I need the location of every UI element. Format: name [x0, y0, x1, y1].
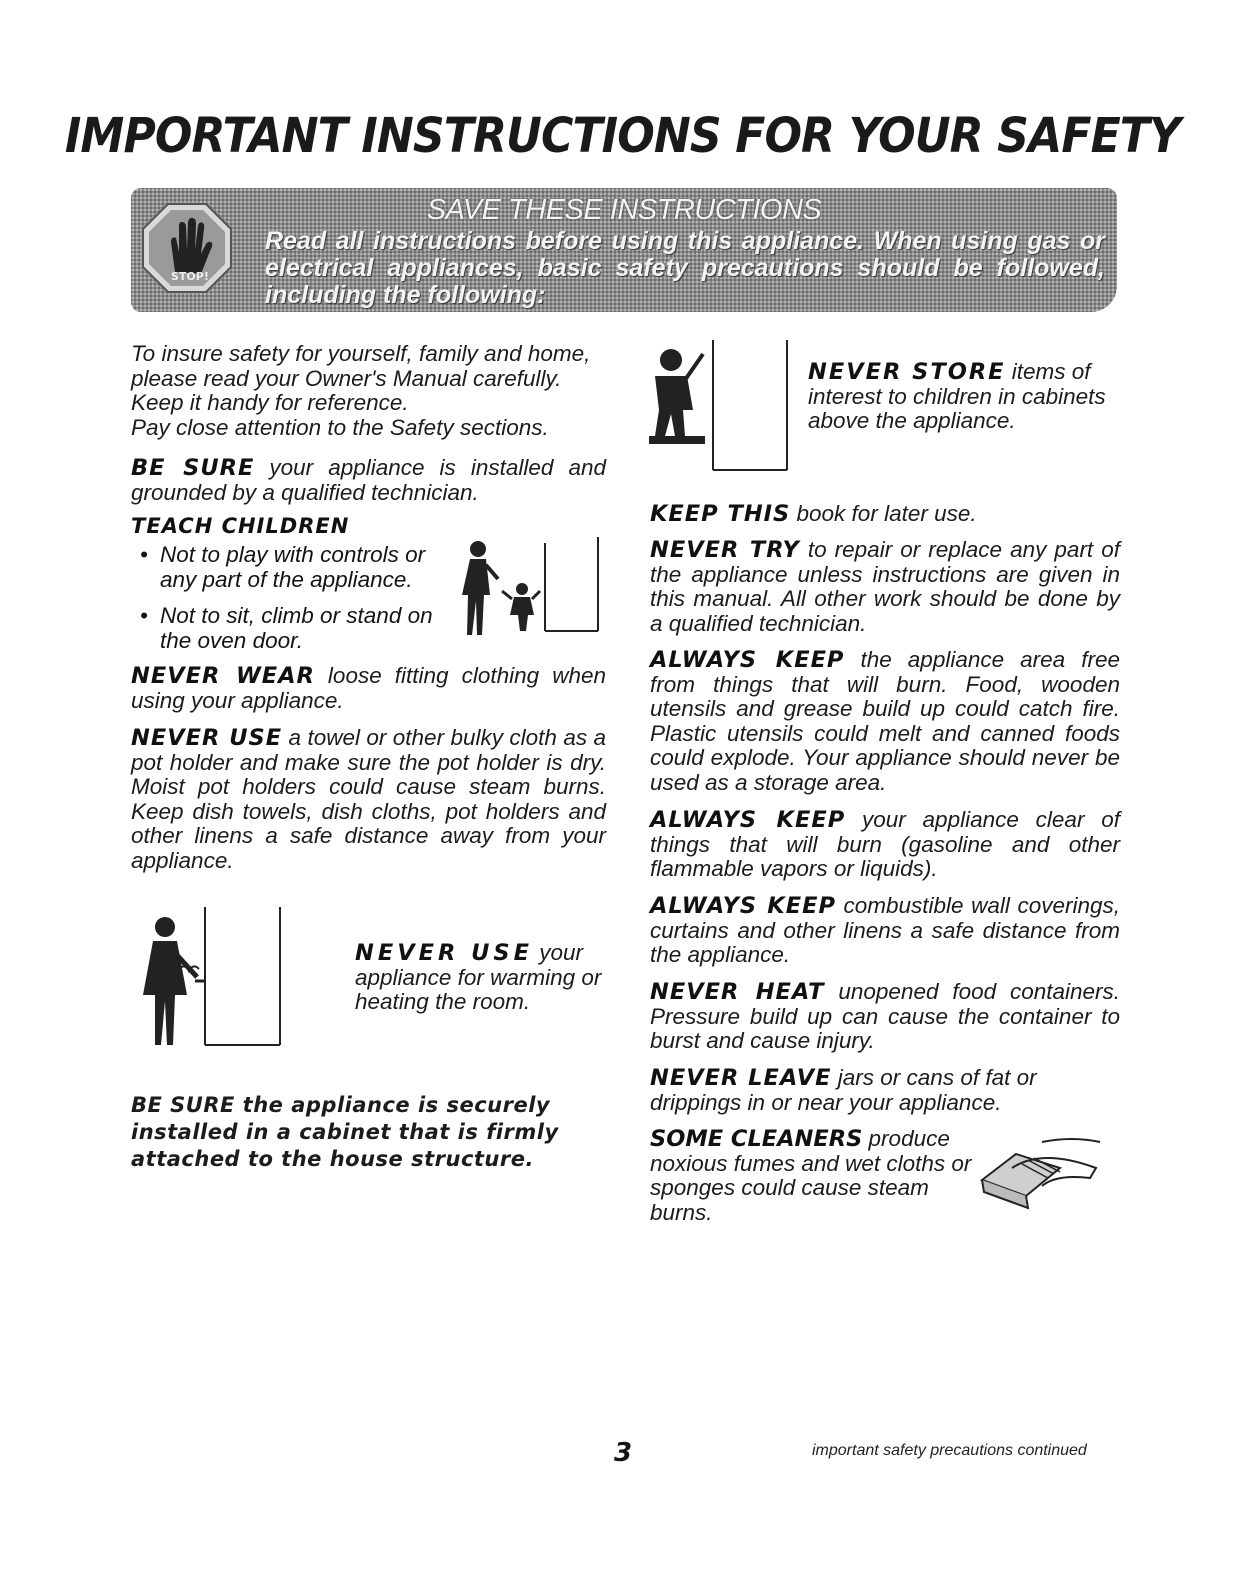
never-wear-paragraph: NEVER WEAR loose fitting clothing when using your appliance.	[131, 663, 606, 713]
child-climbing-oven-icon	[450, 535, 602, 640]
never-try-keyword: NEVER TRY	[650, 537, 800, 563]
teach-children-heading: TEACH CHILDREN	[131, 514, 350, 538]
never-store-keyword: NEVER STORE	[808, 359, 1006, 385]
stop-label: STOP!	[171, 270, 209, 283]
keep-this-keyword: KEEP THIS	[650, 501, 791, 527]
always-keep-combustible-paragraph: ALWAYS KEEP combustible wall coverings, curtains and other linens a safe distance from the appliance.	[650, 893, 1120, 968]
always-keep-keyword: ALWAYS KEEP	[650, 807, 846, 833]
keep-this-paragraph: KEEP THIS book for later use.	[650, 501, 977, 527]
bullet-dot-icon: •	[140, 542, 148, 567]
always-keep-keyword: ALWAYS KEEP	[650, 647, 845, 673]
some-cleaners-keyword: SOME CLEANERS	[650, 1126, 863, 1152]
bullet-item: • Not to play with controls or any part of the appliance.	[140, 542, 426, 592]
sponge-hand-icon	[972, 1134, 1108, 1214]
never-use-keyword: NEVER USE	[131, 725, 283, 751]
never-heat-paragraph: NEVER HEAT unopened food containers. Pressure build up can cause the container to burst and cause injury.	[650, 979, 1121, 1054]
never-use-keyword: NEVER USE	[355, 940, 533, 966]
always-keep-area-paragraph: ALWAYS KEEP the appliance area free from things that will burn. Food, wooden utensils and grease build up could catch fire. Plastic utensils could melt and canned foods could explode. Your appliance should never be used as a storage area.	[650, 647, 1121, 795]
bullet-dot-icon: •	[140, 603, 148, 628]
save-instructions-banner	[131, 188, 1117, 312]
bullet-item: • Not to sit, climb or stand on the oven door.	[140, 603, 433, 653]
always-keep-clear-paragraph: ALWAYS KEEP your appliance clear of things that will burn (gasoline and other flammable vapors or liquids).	[650, 807, 1120, 882]
some-cleaners-paragraph: SOME CLEANERS produce noxious fumes and wet cloths or sponges could cause steam burns.	[650, 1126, 972, 1225]
always-keep-keyword: ALWAYS KEEP	[650, 893, 836, 919]
page-title: IMPORTANT INSTRUCTIONS FOR YOUR SAFETY	[64, 108, 1181, 164]
never-leave-paragraph: NEVER LEAVE jars or cans of fat or drippings in or near your appliance.	[650, 1065, 1037, 1115]
be-sure-paragraph: BE SURE your appliance is installed and grounded by a qualified technician.	[131, 455, 606, 505]
cabinet-warning: BE SURE the appliance is securely installed in a cabinet that is firmly attached to the house structure.	[131, 1093, 559, 1171]
child-climbing-cabinet-icon	[645, 336, 795, 476]
never-wear-keyword: NEVER WEAR	[131, 663, 315, 689]
intro-paragraph: To insure safety for yourself, family and home, please read your Owner's Manual carefully. Keep it handy for reference. Pay close attention to the Safety sections.	[131, 341, 591, 440]
never-leave-keyword: NEVER LEAVE	[650, 1065, 832, 1091]
page-number: 3	[614, 1438, 633, 1468]
be-sure-keyword: BE SURE	[131, 455, 255, 481]
never-try-paragraph: NEVER TRY to repair or replace any part of the appliance unless instructions are given in this manual. All other work should be done by a qualified technician.	[650, 537, 1120, 636]
banner-text: Read all instructions before using this appliance. When using gas or electrical appliances, basic safety precautions should be followed, including the following:	[265, 227, 1105, 309]
never-use-room-paragraph: NEVER USE your appliance for warming or heating the room.	[355, 940, 602, 1015]
continued-note: important safety precautions continued	[812, 1442, 1087, 1459]
never-store-paragraph: NEVER STORE items of interest to children in cabinets above the appliance.	[808, 359, 1106, 434]
never-heat-keyword: NEVER HEAT	[650, 979, 825, 1005]
banner-heading: SAVE THESE INSTRUCTIONS	[426, 194, 822, 226]
woman-heating-room-icon	[135, 905, 285, 1055]
never-use-paragraph: NEVER USE a towel or other bulky cloth as a pot holder and make sure the pot holder is dry. Moist pot holders could cause steam burns. Keep dish towels, dish cloths, pot holders and other linens a safe distance away from your appliance.	[131, 725, 606, 873]
